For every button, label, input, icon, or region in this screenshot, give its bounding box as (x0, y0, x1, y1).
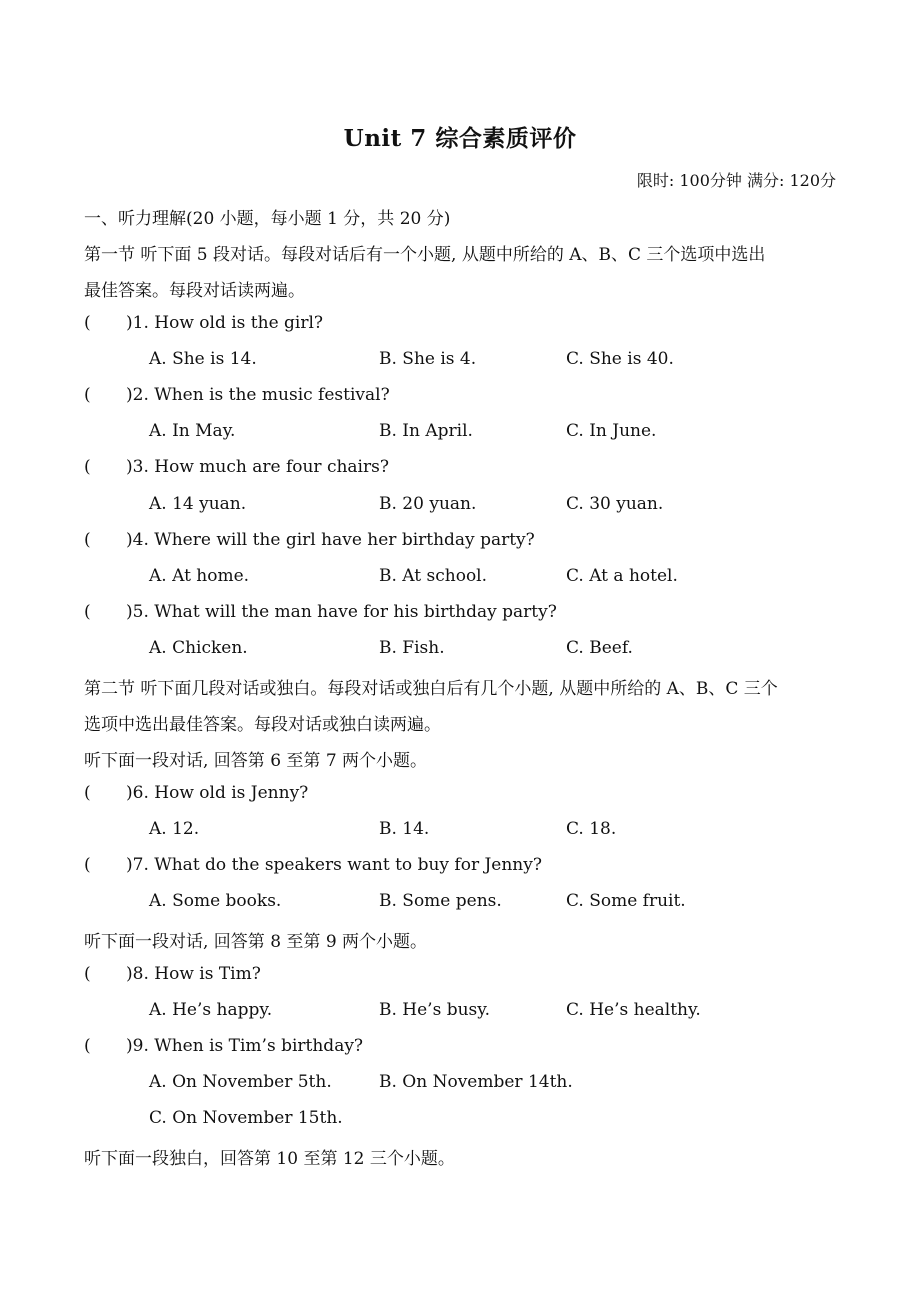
option-7b: B. Some pens. (379, 891, 502, 911)
question-text-5: )5. What will the man have for his birthday party? (126, 602, 557, 622)
dialogue-group-6-7: 听下面一段对话, 回答第 6 至第 7 两个小题。 (84, 751, 428, 771)
answer-blank-1: ( (84, 313, 91, 333)
question-text-4: )4. Where will the girl have her birthday party? (126, 530, 535, 550)
answer-blank-3: ( (84, 457, 91, 477)
part1-instruction-line1: 第一节 听下面 5 段对话。每段对话后有一个小题, 从题中所给的 A、B、C 三个选项中选出 (84, 245, 766, 265)
question-text-7: )7. What do the speakers want to buy for Jenny? (126, 855, 542, 875)
time-limit: 限时: 100分钟 满分: 120分 (636, 171, 836, 190)
part1-instruction-line2: 最佳答案。每段对话读两遍。 (84, 281, 305, 301)
option-3b: B. 20 yuan. (379, 494, 477, 514)
option-3c: C. 30 yuan. (566, 494, 664, 514)
option-8c: C. He’s healthy. (566, 1000, 701, 1020)
question-text-9: )9. When is Tim’s birthday? (126, 1036, 364, 1056)
page-title: Unit 7 综合素质评价 (343, 125, 577, 152)
option-5b: B. Fish. (379, 638, 445, 658)
option-8b: B. He’s busy. (379, 1000, 491, 1020)
option-4c: C. At a hotel. (566, 566, 678, 586)
option-9b: B. On November 14th. (379, 1072, 573, 1092)
option-3a: A. 14 yuan. (149, 494, 247, 514)
option-5c: C. Beef. (566, 638, 633, 658)
option-2c: C. In June. (566, 421, 657, 441)
option-4a: A. At home. (149, 566, 250, 586)
answer-blank-9: ( (84, 1036, 91, 1056)
option-5a: A. Chicken. (149, 638, 248, 658)
dialogue-group-8-9: 听下面一段对话, 回答第 8 至第 9 两个小题。 (84, 932, 428, 952)
answer-blank-4: ( (84, 530, 91, 550)
option-7c: C. Some fruit. (566, 891, 686, 911)
option-1a: A. She is 14. (149, 349, 257, 369)
question-text-6: )6. How old is Jenny? (126, 783, 309, 803)
option-2b: B. In April. (379, 421, 473, 441)
option-6c: C. 18. (566, 819, 617, 839)
part2-instruction-line1: 第二节 听下面几段对话或独白。每段对话或独白后有几个小题, 从题中所给的 A、B、C 三个 (84, 679, 778, 699)
option-4b: B. At school. (379, 566, 488, 586)
answer-blank-5: ( (84, 602, 91, 622)
option-9a: A. On November 5th. (149, 1072, 332, 1092)
section-heading-listening: 一、听力理解(20 小题，每小题 1 分，共 20 分) (84, 209, 451, 229)
option-7a: A. Some books. (149, 891, 282, 911)
question-text-8: )8. How is Tim? (126, 964, 261, 984)
answer-blank-8: ( (84, 964, 91, 984)
option-6b: B. 14. (379, 819, 430, 839)
option-1b: B. She is 4. (379, 349, 477, 369)
option-1c: C. She is 40. (566, 349, 674, 369)
part2-instruction-line2: 选项中选出最佳答案。每段对话或独白读两遍。 (84, 715, 441, 735)
answer-blank-7: ( (84, 855, 91, 875)
option-9c: C. On November 15th. (149, 1108, 343, 1128)
monologue-group-10-12: 听下面一段独白，回答第 10 至第 12 三个小题。 (84, 1149, 455, 1169)
option-6a: A. 12. (149, 819, 200, 839)
question-text-1: )1. How old is the girl? (126, 313, 324, 333)
option-8a: A. He’s happy. (149, 1000, 273, 1020)
option-2a: A. In May. (149, 421, 236, 441)
answer-blank-2: ( (84, 385, 91, 405)
answer-blank-6: ( (84, 783, 91, 803)
question-text-2: )2. When is the music festival? (126, 385, 390, 405)
question-text-3: )3. How much are four chairs? (126, 457, 389, 477)
